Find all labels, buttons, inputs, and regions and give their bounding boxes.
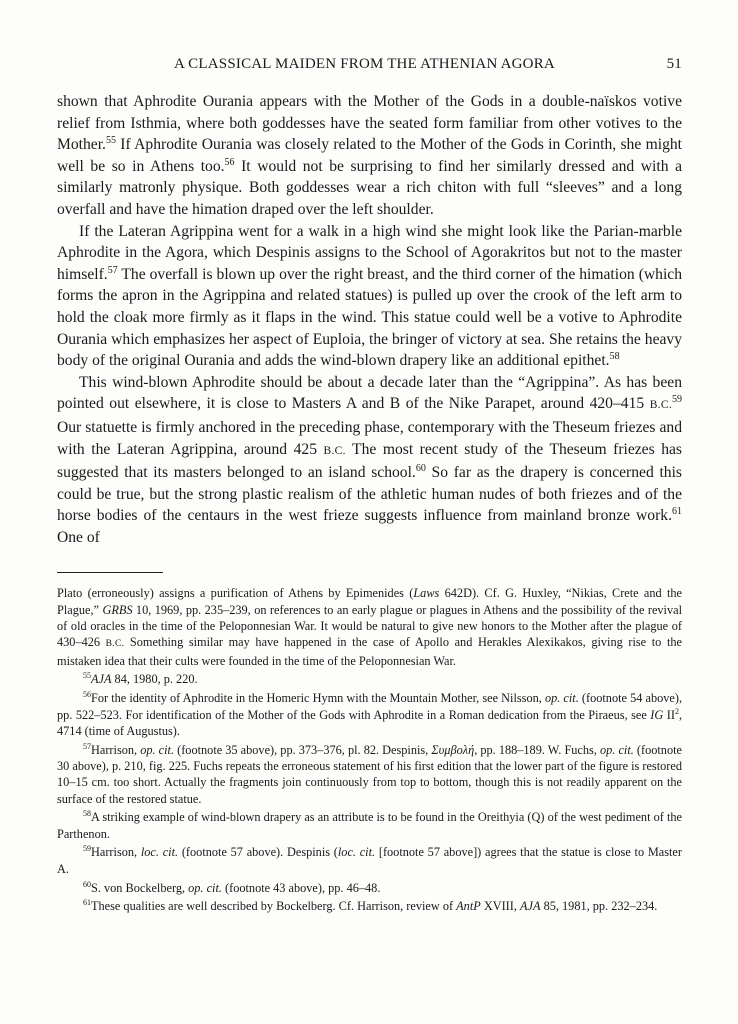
footnote-60 bbox=[57, 880, 682, 896]
text-run: It would not be surprising to find her similarly dressed and with a similarly matronly physique. Both goddesses wear a rich chiton with full “sleeves” and a long overfall and have the himation draped over the left shoulder. bbox=[57, 157, 682, 218]
text-run: [footnote 57 above]) agrees that the statue is close to Master A. bbox=[57, 845, 682, 876]
footnote-59 bbox=[57, 844, 682, 877]
text-run: , 4714 (time of Augustus). bbox=[57, 707, 683, 738]
footnote-number: 58 bbox=[83, 809, 91, 819]
italic-run: AJA bbox=[91, 672, 112, 687]
footnote-number: 60 bbox=[83, 879, 91, 889]
text-run: One of bbox=[57, 528, 100, 546]
footnotes bbox=[57, 585, 682, 914]
footnote-55 bbox=[57, 671, 682, 687]
text-run: (footnote 30 above), p. 210, fig. 225. Fuchs repeats the erroneous statement of his first edition that the lower part of the figure is restored 10–15 cm. too short. Actually the fragments join continuously from top to bottom, though this is not readily apparent on the surface of the restored statue. bbox=[57, 742, 682, 806]
footnote-continuation bbox=[57, 585, 682, 668]
italic-run: AntP bbox=[456, 899, 481, 914]
era-abbrev: B.C. bbox=[323, 444, 346, 457]
italic-run: op. cit. bbox=[188, 880, 222, 895]
body-text bbox=[57, 91, 682, 548]
paragraph-1 bbox=[57, 91, 682, 221]
paragraph-3 bbox=[57, 372, 682, 549]
footnote-number: 57 bbox=[83, 741, 91, 751]
text-run: These qualities are well described by Bockelberg. Cf. Harrison, review of bbox=[91, 899, 457, 914]
page-number: 51 bbox=[666, 56, 682, 72]
text-run: 85, 1981, pp. 232–234. bbox=[540, 899, 658, 914]
italic-run: op. cit. bbox=[140, 742, 175, 757]
text-run: Plato (erroneously) assigns a purification of Athens by Epimenides ( bbox=[57, 586, 414, 601]
text-run: Our statuette is firmly anchored in the preceding phase, contemporary with the Theseum friezes and with the Lateran Agrippina, around 425 bbox=[57, 418, 682, 458]
footnote-ref: 58 bbox=[609, 350, 620, 362]
text-run: , pp. 188–189. W. Fuchs, bbox=[474, 742, 600, 757]
footnote-ref: 55 bbox=[105, 135, 116, 146]
text-run: So far as the drapery is concerned this could be true, but the strong plastic realism of the athletic human nudes of both friezes and of the horse bodies of the centaurs in the west frieze suggests influence from mainland bronze work. bbox=[57, 464, 682, 525]
text-run: If the Lateran Agrippina went for a walk in a high wind she might look like the Parian-marble Aphrodite in the Agora, which Despinis assigns to the School of Agorakritos but not to the master himself. bbox=[57, 222, 682, 283]
text-run: A striking example of wind-blown drapery as an attribute is to be found in the Oreithyia (Q) of the west pediment of the Parthenon. bbox=[57, 810, 682, 841]
footnote-ref: 60 bbox=[415, 462, 426, 474]
text-run: Harrison, bbox=[91, 742, 141, 757]
text-run: This wind-blown Aphrodite should be about a decade later than the “Agrippina”. As has been pointed out elsewhere, it is close to Masters A and B of the Nike Parapet, around 420–415 bbox=[57, 373, 682, 413]
italic-run: loc. cit. bbox=[140, 845, 179, 860]
footnote-ref: 57 bbox=[107, 264, 118, 276]
text-run: If Aphrodite Ourania was closely related to the Mother of the Gods in Corinth, she might well be so in Athens too. bbox=[57, 136, 682, 175]
footnote-number: 55 bbox=[83, 671, 91, 681]
footnote-61 bbox=[57, 898, 682, 914]
text-run: shown that Aphrodite Ourania appears with the Mother of the Gods in a double-naïskos votive relief from Isthmia, where both goddesses have the seated form familiar from other votives to the Mother. bbox=[57, 93, 682, 154]
footnote-ref: 56 bbox=[224, 156, 235, 168]
text-run: Harrison, bbox=[91, 845, 141, 860]
text-run: The overfall is blown up over the right breast, and the third corner of the himation (which forms the apron in the Agrippina and related statues) is pulled up over the crook of the left arm to hold the cloak more firmly as it flaps in the wind. This statue could well be a votive to Aphrodite Ourania which emphasizes her aspect of Euploia, the bringer of victory at sea. She retains the heavy body of the original Ourania and adds the wind-blown drapery like an additional epithet. bbox=[57, 265, 682, 370]
text-run: Something similar may have happened in the case of Apollo and Herakles Alexikakos, giving rise to the mistaken idea that their cults were founded in the time of the Peloponnesian War. bbox=[57, 635, 682, 668]
running-head bbox=[57, 56, 682, 73]
italic-run: GRBS bbox=[102, 602, 133, 617]
footnote-number: 61 bbox=[83, 898, 91, 908]
text-run: (footnote 57 above). Despinis ( bbox=[178, 845, 338, 860]
footnote-57 bbox=[57, 742, 682, 807]
footnote-ref: 61 bbox=[672, 506, 682, 518]
italic-run: Laws bbox=[413, 586, 440, 601]
text-run: XVIII, bbox=[480, 899, 521, 914]
era-abbrev: B.C. bbox=[105, 639, 125, 650]
italic-run: op. cit. bbox=[544, 691, 579, 706]
paragraph-2 bbox=[57, 221, 682, 372]
text-run: (footnote 35 above), pp. 373–376, pl. 82. Despinis, bbox=[174, 742, 432, 757]
italic-run: Συμβολή bbox=[431, 742, 475, 757]
footnote-number: 59 bbox=[83, 844, 91, 854]
footnote-58 bbox=[57, 809, 682, 842]
text-run: 642D). Cf. G. Huxley, “Nikias, Crete and the Plague,” bbox=[57, 586, 682, 617]
footnote-divider bbox=[57, 572, 163, 573]
text-run: (footnote 54 above), pp. 522–523. For identification of the Mother of the Gods with Aphrodite in a Roman dedication from the Piraeus, see bbox=[57, 691, 683, 722]
text-run: II bbox=[663, 707, 675, 722]
superscript: 2 bbox=[674, 706, 679, 716]
footnote-number: 56 bbox=[83, 690, 91, 700]
text-run: (footnote 43 above), pp. 46–48. bbox=[221, 880, 381, 895]
text-run: For the identity of Aphrodite in the Homeric Hymn with the Mountain Mother, see Nilsson, bbox=[91, 691, 545, 706]
text-run: 10, 1969, pp. 235–239, on references to an early plague or plagues in Athens and the possibility of the revival of old oracles in the time of the Peloponnesian War. It would be natural to give new honors to the Mother after the plague of 430–426 bbox=[57, 602, 682, 650]
running-title: A CLASSICAL MAIDEN FROM THE ATHENIAN AGORA bbox=[174, 56, 555, 72]
footnote-ref: 59 bbox=[672, 394, 682, 406]
text-run: 84, 1980, p. 220. bbox=[111, 672, 198, 687]
footnote-56 bbox=[57, 690, 682, 739]
italic-run: loc. cit. bbox=[337, 845, 376, 860]
italic-run: op. cit. bbox=[599, 742, 634, 757]
era-abbrev: B.C. bbox=[649, 399, 672, 412]
text-run: The most recent study of the Theseum friezes has suggested that its masters belonged to an island school. bbox=[57, 440, 682, 482]
italic-run: IG bbox=[650, 707, 664, 722]
italic-run: AJA bbox=[520, 899, 541, 914]
text-run: S. von Bockelberg, bbox=[91, 880, 189, 895]
